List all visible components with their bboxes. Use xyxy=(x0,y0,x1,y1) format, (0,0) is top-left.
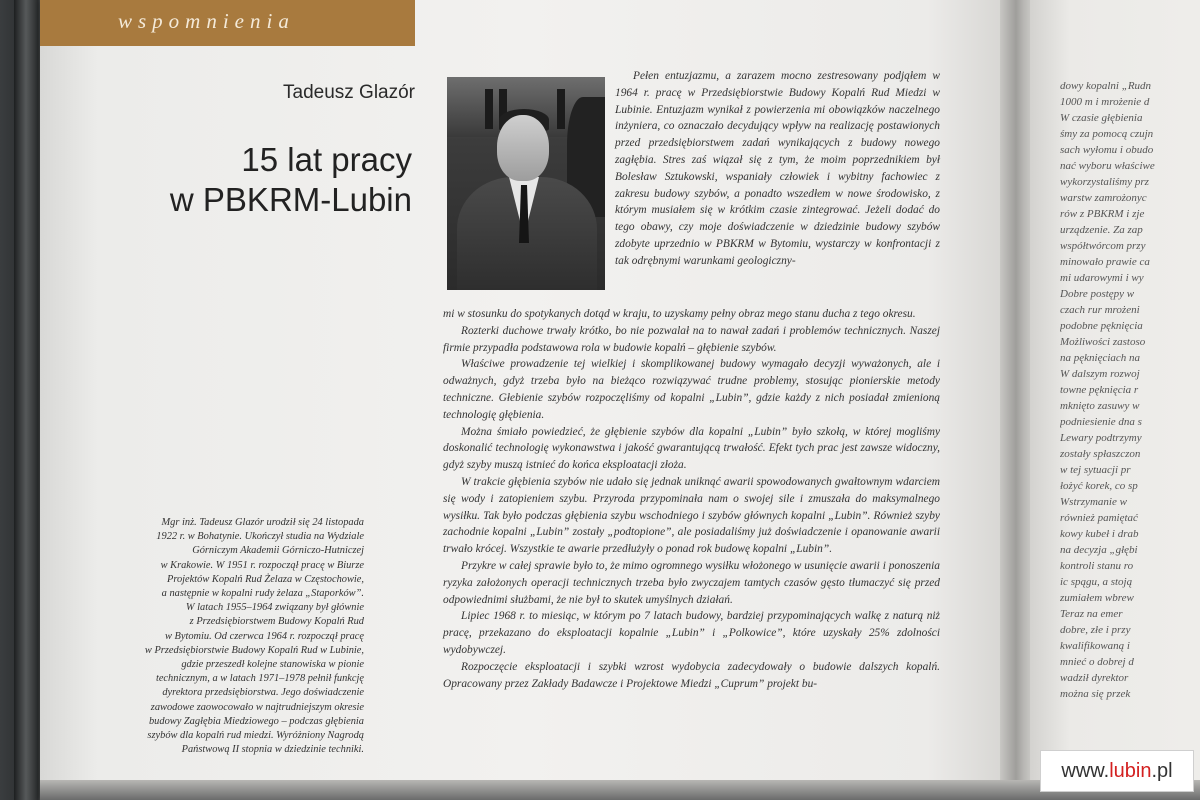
site-watermark xyxy=(1040,750,1194,792)
next-page-line: W dalszym rozwoj xyxy=(1060,368,1140,380)
next-page-line: na decyzja „głębi xyxy=(1060,544,1138,556)
next-page-line: na pęknięciach na xyxy=(1060,352,1141,364)
next-page-line: zumiałem wbrew xyxy=(1060,592,1134,604)
photo-bottle xyxy=(485,89,493,129)
next-page-line: dobre, złe i przy xyxy=(1060,624,1131,636)
bio-line: a następnie w kopalni rudy żelaza „Staporków”. xyxy=(161,588,364,600)
bio-line: w Krakowie. W 1951 r. rozpoczął pracę w Biurze xyxy=(160,559,364,571)
bio-line: w Bytomiu. Od czerwca 1964 r. rozpoczął pracę xyxy=(164,630,364,642)
body-paragraph: mi w stosunku do spotykanych dotąd w kraju, to uzyskamy pełny obraz mego stanu ducha z tego okresu. xyxy=(443,308,916,320)
title-line-2: w PBKRM-Lubin xyxy=(169,181,412,218)
next-page-line: czach rur mrożeni xyxy=(1060,304,1140,316)
next-page-line: 1000 m i mrożenie d xyxy=(1060,96,1150,108)
next-page-line: podobne pęknięcia xyxy=(1060,320,1143,332)
article-author: Tadeusz Glazór xyxy=(283,82,416,103)
bio-line: Mgr inż. Tadeusz Glazór urodził się 24 listopada xyxy=(161,517,364,528)
watermark-brand: lubin xyxy=(1109,760,1152,782)
next-page-line: kowy kubeł i drab xyxy=(1060,528,1139,540)
next-page-line: można się przek xyxy=(1060,688,1131,700)
next-page-line: kontroli stanu ro xyxy=(1060,560,1134,572)
title-line-1: 15 lat pracy xyxy=(241,141,412,178)
next-page-line: sach wyłomu i obudo xyxy=(1060,144,1154,156)
bio-line: Górniczym Akademii Górniczo-Hutniczej xyxy=(192,545,364,557)
bio-line: 1922 r. w Bohatynie. Ukończył studia na Wydziale xyxy=(156,531,364,543)
next-page-line: Możliwości zastoso xyxy=(1060,336,1146,348)
next-page-line: wadził dyrektor xyxy=(1060,672,1129,684)
next-page-line: współtwórcom przy xyxy=(1060,240,1146,252)
author-bio xyxy=(114,516,364,757)
bio-line: z Przedsiębiorstwem Budowy Kopalń Rud xyxy=(189,616,364,628)
next-page-line: łożyć korek, co sp xyxy=(1060,480,1138,492)
bio-line: zawodowe zaowocowało w najtrudniejszym okresie xyxy=(150,701,364,713)
next-page-line: śmy za pomocą czujn xyxy=(1060,128,1154,140)
next-page-line: Teraz na emer xyxy=(1060,608,1123,620)
body-paragraph: Rozterki duchowe trwały krótko, bo nie pozwalał na to nawał zadań i problemów technicznych. Naszej firmie przypadła podstawowa rola w budowie kopalń – głębienie szybów. xyxy=(443,324,940,354)
body-paragraph: Rozpoczęcie eksploatacji i szybki wzrost wydobycia zadecydowały o budowie dalszych kopalń. Opracowany przez Zakłady Badawcze i Projektowe Miedzi „Cuprum” projekt bu- xyxy=(443,660,940,690)
body-paragraph: W trakcie głębienia szybów nie udało się jednak uniknąć awarii spowodowanych gwałtownym wdarciem się wody i zatopieniem szybu. Przyroda przypominała nam o swojej sile i zmuszała do maksymalnego wysiłku. Tak było podczas głębienia szybu wschodniego i szybów głównych kopalni „Lubin”. Również szyby zachodnie kopalni „Lubin” zostały „podtopione”, ale posiadaliśmy już doświadczenie i opanowanie awarii trwało krócej. Wszystkie te awarie przedłużyły o ponad rok budowę kopalni „Lubin”. xyxy=(443,475,940,556)
bio-line: w Przedsiębiorstwie Budowy Kopalń Rud w Lubinie, xyxy=(144,644,364,656)
next-page-line: ic spągu, a stoją xyxy=(1060,576,1133,588)
bio-line: budowy Zagłębia Miedziowego – podczas głębienia xyxy=(148,715,364,727)
article-body xyxy=(443,306,940,692)
next-page-line: mknięto zasuwy w xyxy=(1060,400,1140,412)
next-page-line: dowy kopalni „Rudn xyxy=(1060,80,1152,92)
watermark-suffix: .pl xyxy=(1151,760,1173,782)
article-title xyxy=(170,140,412,220)
bio-line: szybów dla kopalń rud miedzi. Wyróżniony Nagrodą xyxy=(147,730,364,742)
next-page-line: minowało prawie ca xyxy=(1060,256,1150,268)
photo-face xyxy=(497,115,549,181)
bio-line: Państwową II stopnia w dziedzinie techniki. xyxy=(181,744,364,756)
next-page-text xyxy=(1060,78,1200,702)
watermark-prefix: www. xyxy=(1061,760,1110,782)
next-page-line: Lewary podtrzymy xyxy=(1060,432,1142,444)
section-header-band xyxy=(40,0,415,46)
next-page-line: warstw zamrożonyc xyxy=(1060,192,1147,204)
next-page-line: towne pęknięcia r xyxy=(1060,384,1139,396)
next-page-line: w tej sytuacji pr xyxy=(1060,464,1131,476)
bio-line: technicznym, a w latach 1971–1978 pełnił funkcję xyxy=(155,673,364,685)
bio-line: dyrektora przedsiębiorstwa. Jego doświadczenie xyxy=(162,687,364,699)
next-page-line: kwalifikowaną i xyxy=(1060,640,1130,652)
next-page-line: zostały spłaszczon xyxy=(1060,448,1141,460)
next-page-line: wykorzystaliśmy prz xyxy=(1060,176,1149,188)
body-paragraph: Właściwe prowadzenie tej wielkiej i skomplikowanej budowy wymagało decyzji wyważonych, ale i odważnych, gdyż trzeba było na bieżąco rozwiązywać trudne problemy, stosując pionierskie metody techniczne. Głebienie szybów rozpoczęliśmy od kopalni „Lubin”, gdzie każdy z nich posiadał zmienioną technologię głębienia. xyxy=(443,358,940,421)
next-page-line: urządzenie. Za zap xyxy=(1060,224,1143,236)
page-bottom-edge xyxy=(40,780,1200,800)
body-paragraph: Lipiec 1968 r. to miesiąc, w którym po 7 latach budowy, bardziej przypominających walkę z naturą niż pracę, przekazano do eksploatacji kopalnie „Lubin” i „Polkowice”, które uzyskały 25% zdolności wydobywczej. xyxy=(443,610,940,656)
next-page-line: mi udarowymi i wy xyxy=(1060,272,1144,284)
next-page-line: W czasie głębienia xyxy=(1060,112,1143,124)
intro-paragraph: Pełen entuzjazmu, a zarazem mocno zestresowany podjąłem w 1964 r. pracę w Przedsiębiorstwie Budowy Kopalń Rud Miedzi w Lubinie. Entuzjazm wynikał z powierzenia mi obowiązków naczelnego inżyniera, co oznaczało decydujący wpływ na realizację postawionych przed przedsiębiorstwem zadań wynikających z budowy nowego zagłębia. Stres zaś wiązał się z tym, że moim poprzednikiem był Bolesław Sztukowski, wspaniały człowiek i wybitny fachowiec z zakresu budowy szybów, a ponadto wszedłem w nowe środowisko, z którym musiałem się w krótkim czasie zintegrować. Jeżeli dodać do tego obawy, czy moje doświadczenie w dziedzinie budowy szybów zdobyte uprzednio w PBKRM w Bytomiu, wystarczy w konfrontacji z tak odrębnymi warunkami geologiczny- xyxy=(615,70,940,267)
section-label: wspomnienia xyxy=(118,9,295,33)
author-portrait-photo xyxy=(447,77,605,290)
next-page-line: Wstrzymanie w xyxy=(1060,496,1127,508)
next-page-line: rów z PBKRM i zje xyxy=(1060,208,1145,220)
bio-line: W latach 1955–1964 związany był głównie xyxy=(185,602,364,614)
next-page-line: Dobre postępy w xyxy=(1060,288,1135,300)
next-page-line: podniesienie dna s xyxy=(1060,416,1142,428)
bio-line: gdzie przeszedł kolejne stanowiska w pionie xyxy=(181,659,364,671)
body-paragraph: Przykre w całej sprawie było to, że mimo ogromnego wysiłku włożonego w usunięcie awarii i ponoszenia ryzyka założonych operacji technicznych trzeba było zwyczajem tamtych czasów gęsto tłumaczyć się przed odpowiednimi służbami, że nie był to skutek umyślnych działań. xyxy=(443,559,940,606)
next-page-line: nać wyboru właściwe xyxy=(1060,160,1155,172)
photo-bottle xyxy=(557,89,565,129)
intro-text xyxy=(615,68,940,270)
next-page-line: mnieć o dobrej d xyxy=(1060,656,1134,668)
body-paragraph: Można śmiało powiedzieć, że głębienie szybów dla kopalni „Lubin” było szkołą, w której mogliśmy doskonalić technologię wykonawstwa i jakość gwarantującą trwałość. Efekt tych prac jest zawsze widoczny, gdyż szyby muszą istnieć do końca eksploatacji złoża. xyxy=(443,425,940,472)
next-page-line: również pamiętać xyxy=(1060,512,1138,524)
bio-line: Projektów Kopalń Rud Żelaza w Częstochowie, xyxy=(166,573,364,585)
